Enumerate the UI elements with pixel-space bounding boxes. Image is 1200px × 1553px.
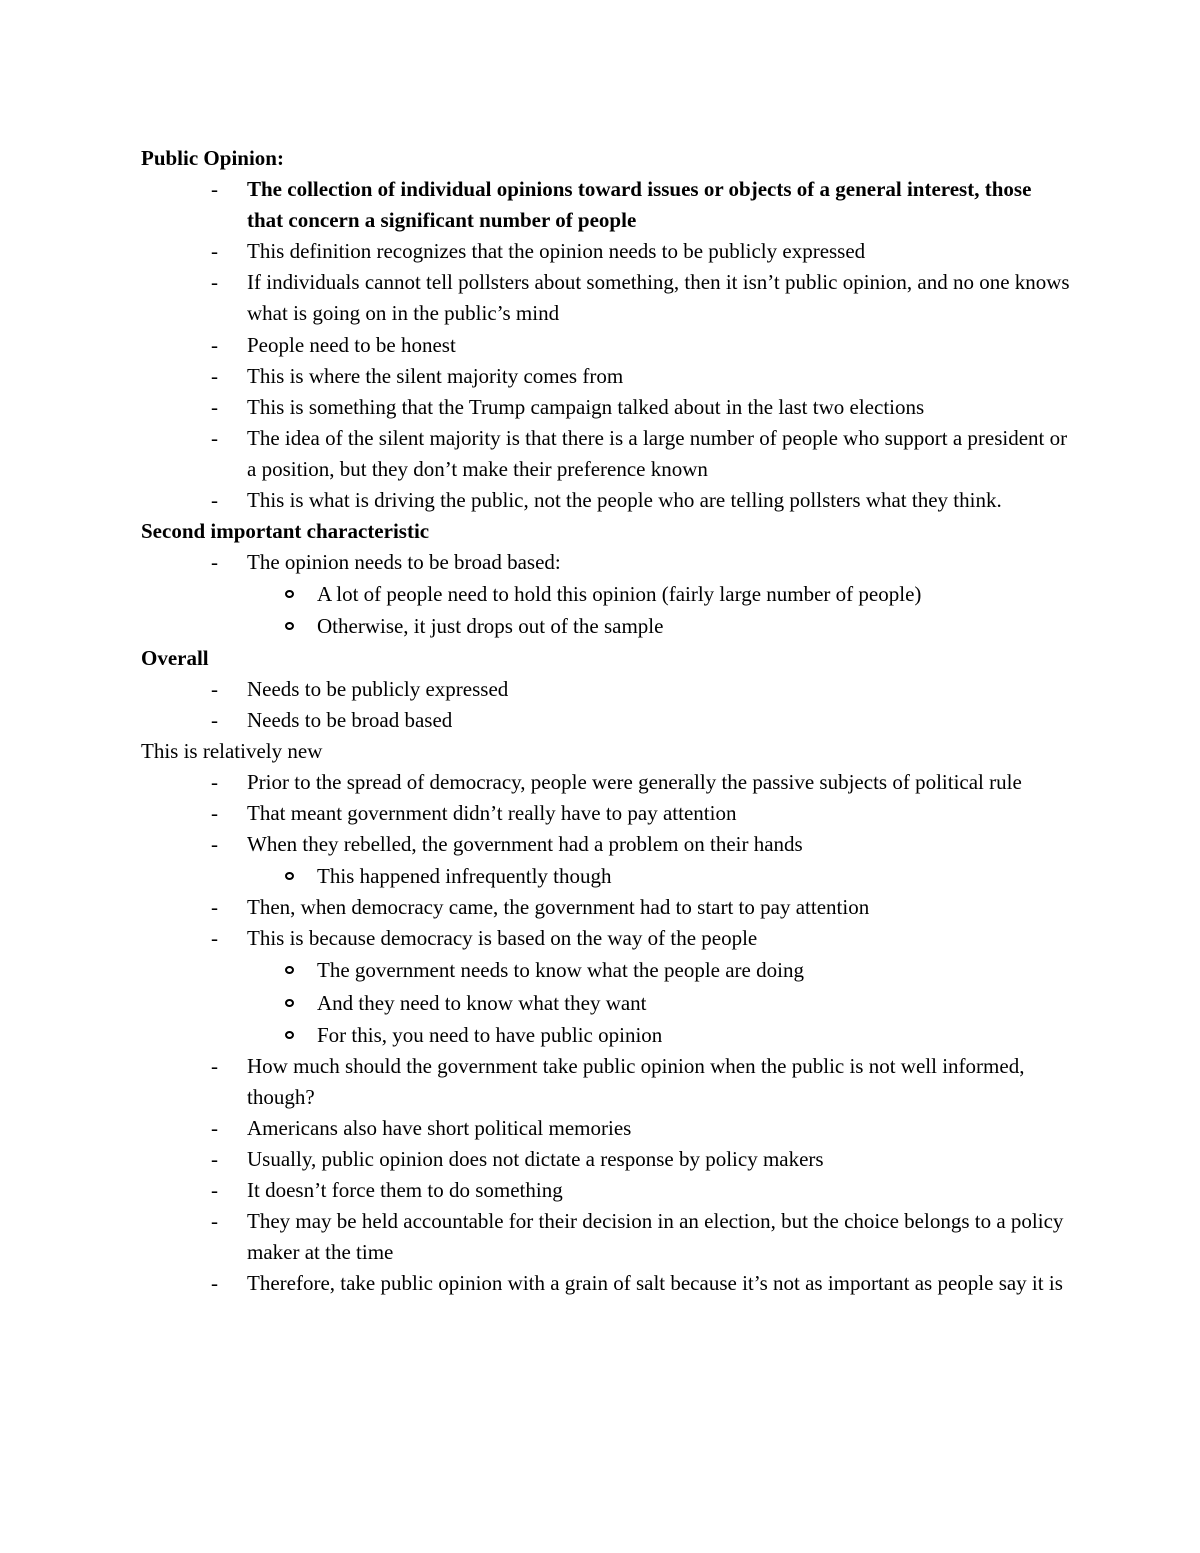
list-item-text: This is what is driving the public, not the people who are telling pollsters what they think. <box>247 488 1002 513</box>
list-item <box>141 236 1071 267</box>
list-item <box>141 1206 1071 1268</box>
sub-list-item-text: And they need to know what they want <box>317 990 647 1015</box>
dash-bullet: - <box>211 363 218 388</box>
list-item-text: Usually, public opinion does not dictate a response by policy makers <box>247 1147 824 1171</box>
list-item <box>141 705 1071 736</box>
section-heading: Public Opinion: <box>141 146 284 170</box>
list-item <box>141 829 1071 892</box>
list-item-text: Then, when democracy came, the government had to start to pay attention <box>247 895 870 920</box>
bullet-list <box>141 174 1071 516</box>
sub-list-item-text: The government needs to know what the people are doing <box>317 958 804 983</box>
list-item <box>141 892 1071 923</box>
sub-list-item-text: This happened infrequently though <box>317 864 612 889</box>
dash-bullet: - <box>211 1209 218 1234</box>
sub-list-item <box>247 988 1071 1019</box>
dash-bullet: - <box>211 425 218 450</box>
list-item-text: When they rebelled, the government had a problem on their hands <box>247 832 803 857</box>
list-item <box>141 798 1071 829</box>
bullet-list <box>141 674 1071 736</box>
list-item <box>141 1051 1071 1113</box>
circle-bullet-icon <box>285 622 294 630</box>
bullet-list <box>141 767 1071 1300</box>
sub-list-item-text: A lot of people need to hold this opinion (fairly large number of people) <box>317 582 922 607</box>
sub-bullet-list <box>247 955 1071 1050</box>
section-heading: This is relatively new <box>141 738 323 763</box>
list-item-text: Therefore, take public opinion with a grain of salt because it’s not as important as people say it is <box>247 1271 1063 1296</box>
dash-bullet: - <box>211 707 218 732</box>
list-item <box>141 674 1071 705</box>
list-item-text: This is something that the Trump campaign talked about in the last two elections <box>247 394 925 419</box>
list-item-text: That meant government didn’t really have to pay attention <box>247 800 737 825</box>
dash-bullet: - <box>211 1053 218 1078</box>
dash-bullet: - <box>211 177 218 202</box>
list-item <box>141 767 1071 798</box>
dash-bullet: - <box>211 394 218 419</box>
dash-bullet: - <box>211 926 218 951</box>
dash-bullet: - <box>211 895 218 920</box>
list-item <box>141 330 1071 361</box>
circle-bullet-icon <box>285 999 294 1007</box>
dash-bullet: - <box>211 1178 218 1203</box>
circle-bullet-icon <box>285 590 294 598</box>
list-item <box>141 361 1071 392</box>
sub-bullet-list <box>247 861 1071 892</box>
list-item-text: Needs to be publicly expressed <box>247 676 509 701</box>
dash-bullet: - <box>211 1147 218 1171</box>
dash-bullet: - <box>211 488 218 513</box>
list-item-text: The collection of individual opinions toward issues or objects of a general interest, those that concern a significant number of people <box>247 177 1032 233</box>
list-item-text: How much should the government take public opinion when the public is not well informed, though? <box>247 1053 1025 1109</box>
list-item-text: This definition recognizes that the opinion needs to be publicly expressed <box>247 239 866 264</box>
list-item-text: This is because democracy is based on the way of the people <box>247 926 758 951</box>
sub-list-item <box>247 861 1071 892</box>
dash-bullet: - <box>211 1271 218 1296</box>
list-item <box>141 174 1071 236</box>
dash-bullet: - <box>211 769 218 794</box>
list-item-text: Prior to the spread of democracy, people were generally the passive subjects of political rule <box>247 769 1022 794</box>
list-item <box>141 267 1071 329</box>
list-item-text: They may be held accountable for their decision in an election, but the choice belongs to a policy maker at the time <box>247 1209 1064 1265</box>
sub-bullet-list <box>247 579 1071 642</box>
dash-bullet: - <box>211 550 218 575</box>
bullet-list <box>141 547 1071 642</box>
dash-bullet: - <box>211 1115 218 1140</box>
list-item-text: Needs to be broad based <box>247 707 453 732</box>
dash-bullet: - <box>211 800 218 825</box>
dash-bullet: - <box>211 676 218 701</box>
sub-list-item-text: For this, you need to have public opinion <box>317 1022 663 1047</box>
list-item-text: The idea of the silent majority is that there is a large number of people who support a president or a position, but they don’t make their preference known <box>247 425 1068 481</box>
list-item <box>141 547 1071 642</box>
sub-list-item <box>247 955 1071 986</box>
dash-bullet: - <box>211 332 218 357</box>
document-body <box>141 143 1071 1299</box>
sub-list-item-text: Otherwise, it just drops out of the sample <box>317 614 664 639</box>
dash-bullet: - <box>211 832 218 857</box>
sub-list-item <box>247 579 1071 610</box>
list-item-text: This is where the silent majority comes from <box>247 363 624 388</box>
list-item <box>141 1144 1071 1175</box>
list-item <box>141 392 1071 423</box>
list-item-text: It doesn’t force them to do something <box>247 1178 563 1203</box>
list-item <box>141 423 1071 485</box>
list-item-text: Americans also have short political memories <box>247 1115 632 1140</box>
list-item <box>141 1113 1071 1144</box>
sub-list-item <box>247 611 1071 642</box>
list-item-text: If individuals cannot tell pollsters about something, then it isn’t public opinion, and no one knows what is going on in the public’s mind <box>247 270 1070 326</box>
circle-bullet-icon <box>285 1031 294 1039</box>
sub-list-item <box>247 1020 1071 1051</box>
list-item <box>141 485 1071 516</box>
section-heading: Overall <box>141 645 209 670</box>
list-item-text: The opinion needs to be broad based: <box>247 550 561 575</box>
dash-bullet: - <box>211 239 218 264</box>
list-item <box>141 1175 1071 1206</box>
dash-bullet: - <box>211 270 218 295</box>
list-item <box>141 923 1071 1050</box>
list-item-text: People need to be honest <box>247 332 456 357</box>
section-heading: Second important characteristic <box>141 519 430 544</box>
circle-bullet-icon <box>285 966 294 974</box>
circle-bullet-icon <box>285 872 294 880</box>
list-item <box>141 1268 1071 1299</box>
